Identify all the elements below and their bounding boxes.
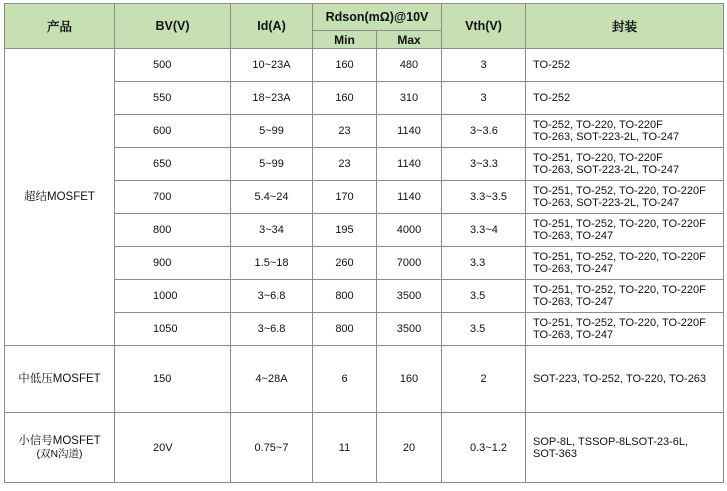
package-line-1: TO-251, TO-252, TO-220, TO-220F (533, 251, 706, 263)
package-line-1: TO-252, TO-220, TO-220F (533, 119, 663, 131)
cell-vth: 3 (442, 82, 526, 115)
cell-package (526, 181, 724, 214)
cell-min: 260 (313, 247, 377, 280)
package-line-2: SOT-363 (533, 447, 578, 460)
cell-id: 5~99 (231, 115, 313, 148)
group-smallsignal-note: (双N沟道) (36, 448, 83, 460)
cell-vth: 3.3 (442, 247, 526, 280)
cell-bv: 1050 (115, 313, 231, 346)
cell-id: 5.4~24 (231, 181, 313, 214)
cell-min: 800 (313, 313, 377, 346)
cell-vth: 3.5 (442, 313, 526, 346)
package-line-1: TO-251, TO-252, TO-220, TO-220F (533, 317, 706, 329)
cell-bv: 20V (115, 413, 231, 483)
cell-min: 800 (313, 280, 377, 313)
group-midlow: 中低压MOSFET (5, 346, 115, 413)
cell-vth: 3~3.3 (442, 148, 526, 181)
cell-vth: 3.3~3.5 (442, 181, 526, 214)
header-rdson-max: Max (377, 31, 442, 49)
cell-max: 4000 (377, 214, 442, 247)
cell-id: 18~23A (231, 82, 313, 115)
cell-package (526, 148, 724, 181)
package-line-1: TO-251, TO-252, TO-220, TO-220F (533, 218, 706, 230)
cell-vth: 3 (442, 49, 526, 82)
cell-package (526, 247, 724, 280)
cell-max: 310 (377, 82, 442, 115)
cell-vth: 3.3~4 (442, 214, 526, 247)
cell-id: 5~99 (231, 148, 313, 181)
cell-max: 160 (377, 346, 442, 413)
package-line-2: TO-263, TO-247 (533, 263, 614, 275)
group-smallsignal-label: 小信号MOSFET (18, 435, 101, 447)
cell-vth: 2 (442, 346, 526, 413)
cell-min: 195 (313, 214, 377, 247)
package-line-2: TO-263, TO-247 (533, 329, 614, 341)
cell-min: 160 (313, 49, 377, 82)
cell-max: 480 (377, 49, 442, 82)
cell-bv: 600 (115, 115, 231, 148)
cell-package (526, 115, 724, 148)
mosfet-product-table-container (4, 3, 724, 483)
package-line-1: TO-251, TO-220, TO-220F (533, 152, 663, 164)
cell-min: 160 (313, 82, 377, 115)
group-smallsignal (5, 413, 115, 483)
header-vth: Vth(V) (442, 4, 526, 49)
cell-min: 11 (313, 413, 377, 483)
package-line-1: TO-251, TO-252, TO-220, TO-220F (533, 284, 706, 296)
cell-package (526, 313, 724, 346)
cell-bv: 1000 (115, 280, 231, 313)
table-row (5, 49, 724, 82)
cell-id: 0.75~7 (231, 413, 313, 483)
table-row (5, 413, 724, 483)
cell-min: 170 (313, 181, 377, 214)
cell-min: 23 (313, 148, 377, 181)
package-line-1: SOP-8L, TSSOP-8LSOT-23-6L, (533, 435, 689, 448)
cell-id: 10~23A (231, 49, 313, 82)
cell-id: 3~6.8 (231, 313, 313, 346)
package-line-1: TO-251, TO-252, TO-220, TO-220F (533, 185, 706, 197)
package-line-1: TO-252 (533, 59, 571, 71)
cell-max: 3500 (377, 313, 442, 346)
cell-vth: 3~3.6 (442, 115, 526, 148)
package-line-2: TO-263, SOT-223-2L, TO-247 (533, 131, 680, 143)
cell-bv: 500 (115, 49, 231, 82)
header-bv: BV(V) (115, 4, 231, 49)
header-id: Id(A) (231, 4, 313, 49)
package-line-2: TO-263, TO-247 (533, 296, 614, 308)
table-row (5, 346, 724, 413)
cell-bv: 700 (115, 181, 231, 214)
package-line-1: SOT-223, TO-252, TO-220, TO-263 (533, 373, 707, 385)
cell-max: 3500 (377, 280, 442, 313)
cell-max: 7000 (377, 247, 442, 280)
cell-min: 23 (313, 115, 377, 148)
cell-min: 6 (313, 346, 377, 413)
cell-max: 1140 (377, 115, 442, 148)
cell-package (526, 214, 724, 247)
cell-package (526, 49, 724, 82)
cell-bv: 900 (115, 247, 231, 280)
cell-package (526, 82, 724, 115)
package-line-2: TO-263, SOT-223-2L, TO-247 (533, 197, 680, 209)
cell-bv: 800 (115, 214, 231, 247)
cell-max: 20 (377, 413, 442, 483)
cell-vth: 3.5 (442, 280, 526, 313)
header-package: 封装 (526, 4, 724, 49)
cell-vth: 0.3~1.2 (442, 413, 526, 483)
cell-id: 3~34 (231, 214, 313, 247)
cell-package (526, 280, 724, 313)
package-line-2: TO-263, SOT-223-2L, TO-247 (533, 164, 680, 176)
cell-id: 4~28A (231, 346, 313, 413)
cell-max: 1140 (377, 148, 442, 181)
cell-id: 3~6.8 (231, 280, 313, 313)
cell-bv: 550 (115, 82, 231, 115)
cell-bv: 650 (115, 148, 231, 181)
package-line-2: TO-263, TO-247 (533, 230, 614, 242)
cell-package (526, 413, 724, 483)
cell-max: 1140 (377, 181, 442, 214)
header-row (5, 4, 724, 31)
mosfet-product-table (4, 3, 724, 483)
cell-id: 1.5~18 (231, 247, 313, 280)
group-superjunction: 超结MOSFET (5, 49, 115, 346)
header-rdson-min: Min (313, 31, 377, 49)
header-product: 产品 (5, 4, 115, 49)
package-line-1: TO-252 (533, 92, 571, 104)
header-rdson: Rdson(mΩ)@10V (313, 4, 442, 31)
cell-bv: 150 (115, 346, 231, 413)
cell-package (526, 346, 724, 413)
